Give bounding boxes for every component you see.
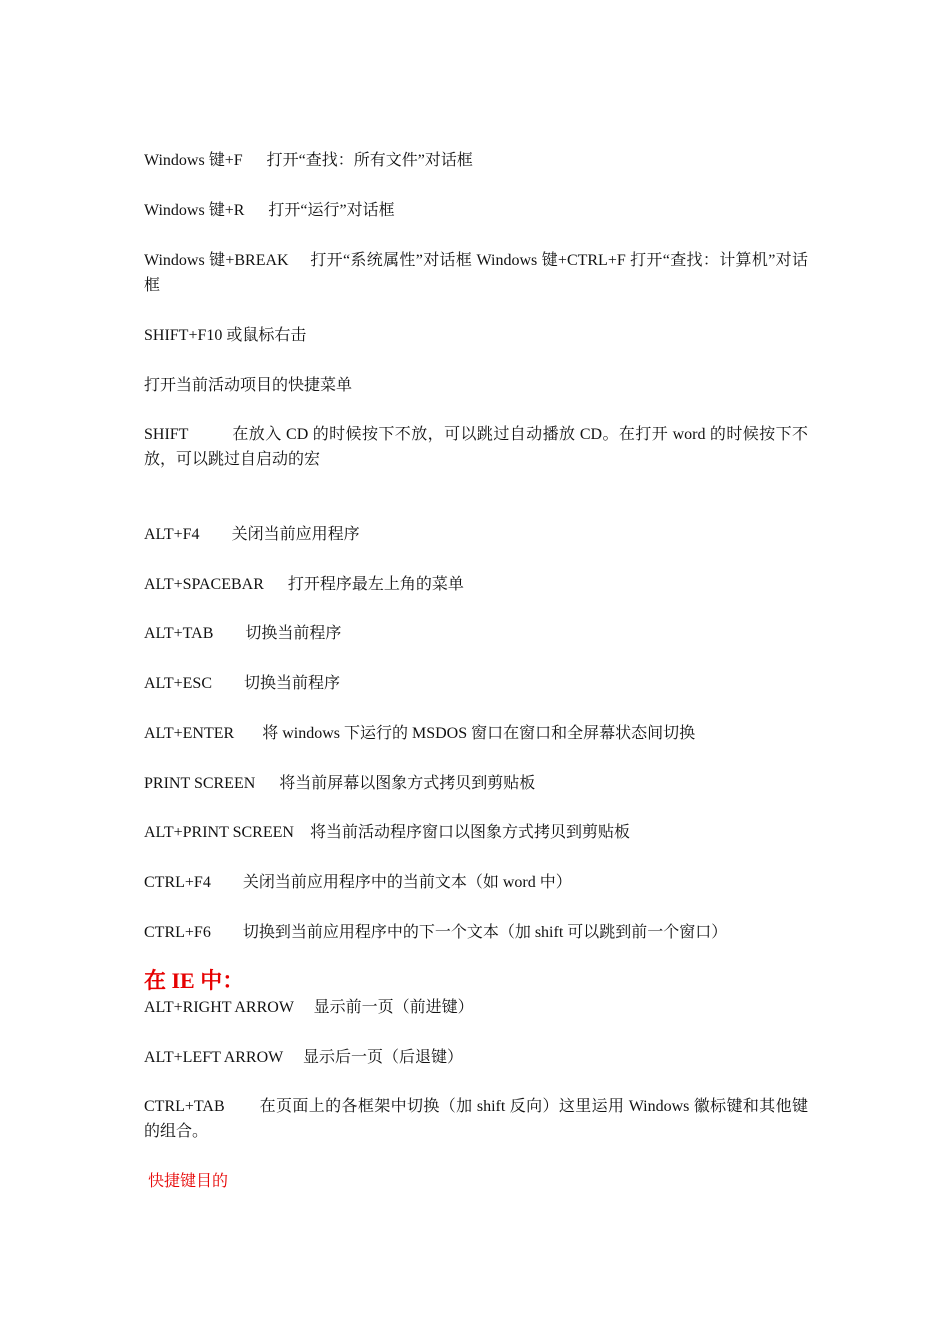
shortcut-key: ALT+F4 <box>144 526 200 543</box>
shortcut-key: ALT+RIGHT ARROW <box>144 999 294 1016</box>
shortcut-desc: 在放入 CD 的时候按下不放，可以跳过自动播放 CD。在打开 word 的时候按下不放，可以跳过自启动的宏 <box>144 426 808 468</box>
shortcut-desc: 显示前一页（前进键） <box>313 999 474 1016</box>
shortcut-row <box>144 248 808 298</box>
shortcut-row <box>144 721 808 746</box>
shortcut-row <box>144 820 808 845</box>
gap <box>244 202 268 219</box>
gap <box>211 924 243 941</box>
gap <box>294 824 310 841</box>
shortcut-row <box>144 323 808 348</box>
shortcut-key: ALT+ENTER <box>144 725 235 742</box>
gap <box>289 252 311 269</box>
shortcut-key: ALT+PRINT SCREEN <box>144 824 294 841</box>
shortcut-key: Windows 键+F <box>144 152 243 169</box>
shortcut-key: Windows 键+R <box>144 202 245 219</box>
shortcut-row <box>144 422 808 472</box>
gap <box>255 775 279 792</box>
shortcut-desc: 切换当前程序 <box>244 675 341 692</box>
shortcut-row <box>144 1045 808 1070</box>
shortcut-key: SHIFT <box>144 426 189 443</box>
shortcut-desc: 关闭当前应用程序中的当前文本（如 word 中） <box>242 874 572 891</box>
shortcut-key: ALT+TAB <box>144 625 214 642</box>
gap <box>243 152 267 169</box>
shortcut-desc: 将当前活动程序窗口以图象方式拷贝到剪贴板 <box>309 824 630 841</box>
shortcut-desc: 打开程序最左上角的菜单 <box>287 576 464 593</box>
gap <box>188 426 232 443</box>
shortcut-row <box>144 671 808 696</box>
shortcut-row <box>144 522 808 547</box>
gap <box>264 576 288 593</box>
shortcut-desc: 打开“系统属性”对话框 Windows 键+CTRL+F 打开“查找：计算机”对话框 <box>144 252 808 294</box>
shortcut-desc: 打开“查找：所有文件”对话框 <box>266 152 473 169</box>
shortcut-key: SHIFT+F10 或鼠标右击 <box>144 327 307 344</box>
gap <box>200 526 232 543</box>
shortcut-desc: 切换到当前应用程序中的下一个文本（加 shift 可以跳到前一个窗口） <box>242 924 728 941</box>
gap <box>234 725 262 742</box>
shortcut-row <box>144 1094 808 1144</box>
shortcut-row <box>144 198 808 223</box>
shortcut-key: CTRL+TAB <box>144 1098 225 1115</box>
shortcut-desc: 切换当前程序 <box>245 625 342 642</box>
gap <box>213 625 245 642</box>
shortcut-key: ALT+SPACEBAR <box>144 576 264 593</box>
shortcut-key: PRINT SCREEN <box>144 775 256 792</box>
shortcut-desc: 将当前屏幕以图象方式拷贝到剪贴板 <box>279 775 536 792</box>
shortcut-desc: 打开“运行”对话框 <box>268 202 395 219</box>
ie-section-heading: 在 IE 中： <box>144 968 245 993</box>
shortcut-desc: 在页面上的各框架中切换（加 shift 反向）这里运用 Windows 徽标键和其他键的组合。 <box>144 1098 808 1140</box>
shortcut-row <box>144 373 808 398</box>
shortcut-desc: 将 windows 下运行的 MSDOS 窗口在窗口和全屏幕状态间切换 <box>262 725 696 742</box>
shortcut-row <box>144 148 808 173</box>
gap <box>283 1049 303 1066</box>
footer-note: 快捷键目的 <box>148 1173 229 1190</box>
shortcut-row <box>144 995 808 1020</box>
gap <box>211 874 243 891</box>
shortcut-key: Windows 键+BREAK <box>144 252 289 269</box>
gap <box>212 675 244 692</box>
gap <box>294 999 314 1016</box>
shortcut-key: CTRL+F6 <box>144 924 211 941</box>
shortcut-desc: 关闭当前应用程序 <box>231 526 360 543</box>
shortcut-row <box>144 920 808 945</box>
shortcut-key: ALT+ESC <box>144 675 212 692</box>
gap <box>225 1098 260 1115</box>
shortcut-key: CTRL+F4 <box>144 874 211 891</box>
shortcut-key: ALT+LEFT ARROW <box>144 1049 283 1066</box>
shortcut-row <box>144 572 808 597</box>
shortcut-row <box>144 771 808 796</box>
shortcut-row <box>144 621 808 646</box>
shortcut-desc: 显示后一页（后退键） <box>302 1049 463 1066</box>
shortcut-row <box>144 870 808 895</box>
shortcut-key: 打开当前活动项目的快捷菜单 <box>144 377 353 394</box>
